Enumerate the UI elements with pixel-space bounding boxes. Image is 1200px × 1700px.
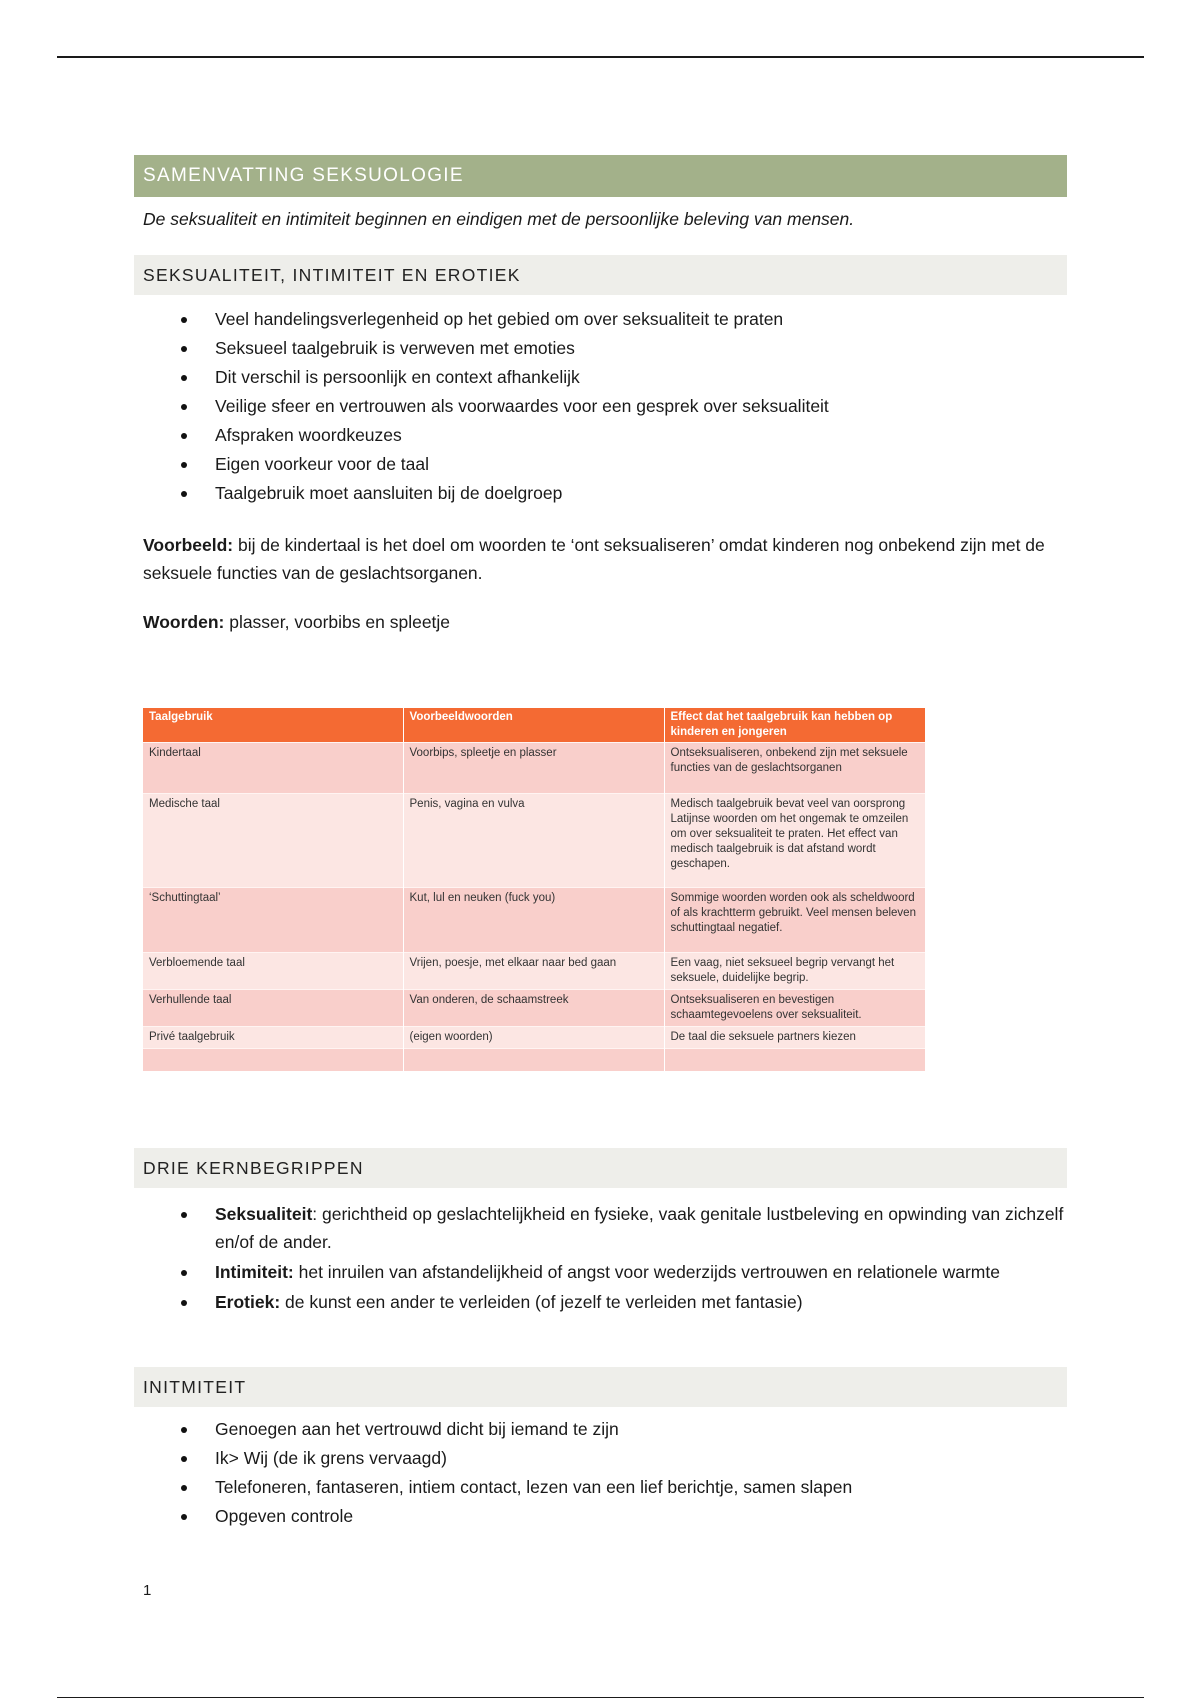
list-item: Ik> Wij (de ik grens vervaagd) bbox=[134, 1444, 1064, 1473]
table-cell bbox=[664, 1049, 925, 1071]
term-label: Erotiek: bbox=[215, 1292, 281, 1312]
table-header-cell: Effect dat het taalgebruik kan hebben op kinderen en jongeren bbox=[664, 708, 925, 743]
table-cell: Van onderen, de schaamstreek bbox=[403, 990, 664, 1027]
list-item: Dit verschil is persoonlijk en context afhankelijk bbox=[134, 363, 1064, 392]
list-item: Opgeven controle bbox=[134, 1502, 1064, 1531]
table-cell: Sommige woorden worden ook als scheldwoord of als krachtterm gebruikt. Veel mensen beleven schuttingtaal negatief. bbox=[664, 888, 925, 953]
table-cell: Privé taalgebruik bbox=[143, 1027, 403, 1049]
table-cell bbox=[403, 1049, 664, 1071]
bullet-list-initmiteit bbox=[134, 1415, 1064, 1531]
table-row bbox=[143, 794, 925, 888]
table-cell: Medische taal bbox=[143, 794, 403, 888]
bullet-list-kernbegrippen bbox=[134, 1200, 1064, 1318]
footer-rule bbox=[57, 1697, 1144, 1698]
table-cell: ‘Schuttingtaal’ bbox=[143, 888, 403, 953]
words-label: Woorden: bbox=[143, 612, 225, 632]
table-cell: Verbloemende taal bbox=[143, 953, 403, 990]
term-label: Seksualiteit bbox=[215, 1204, 313, 1224]
table-cell: Kut, lul en neuken (fuck you) bbox=[403, 888, 664, 953]
table-cell: Verhullende taal bbox=[143, 990, 403, 1027]
term-text: : gerichtheid op geslachtelijkheid en fysieke, vaak genitale lustbeleving en opwinding van zichzelf en/of de ander. bbox=[215, 1204, 1064, 1252]
words-paragraph bbox=[143, 608, 1068, 636]
table-cell: Penis, vagina en vulva bbox=[403, 794, 664, 888]
list-item bbox=[134, 1200, 1064, 1256]
page-number: 1 bbox=[143, 1582, 152, 1599]
table-cell: Voorbips, spleetje en plasser bbox=[403, 743, 664, 794]
document-subtitle: De seksualiteit en intimiteit beginnen en eindigen met de persoonlijke beleving van mensen. bbox=[143, 209, 855, 229]
list-item bbox=[134, 1258, 1064, 1286]
table-row bbox=[143, 990, 925, 1027]
term-label: Intimiteit: bbox=[215, 1262, 294, 1282]
bullet-list-seksualiteit bbox=[134, 305, 1064, 508]
table-cell: Vrijen, poesje, met elkaar naar bed gaan bbox=[403, 953, 664, 990]
list-item: Afspraken woordkeuzes bbox=[134, 421, 1064, 450]
example-label: Voorbeeld: bbox=[143, 535, 234, 555]
document-title: SAMENVATTING SEKSUOLOGIE bbox=[134, 155, 1067, 197]
table-cell: De taal die seksuele partners kiezen bbox=[664, 1027, 925, 1049]
list-item bbox=[134, 1288, 1064, 1316]
table-row bbox=[143, 1027, 925, 1049]
header-rule bbox=[57, 56, 1144, 58]
section-heading-kernbegrippen: DRIE KERNBEGRIPPEN bbox=[134, 1148, 1067, 1188]
table-cell bbox=[143, 1049, 403, 1071]
list-item: Taalgebruik moet aansluiten bij de doelgroep bbox=[134, 479, 1064, 508]
table-header-row bbox=[143, 708, 925, 743]
term-text: de kunst een ander te verleiden (of jezelf te verleiden met fantasie) bbox=[280, 1292, 803, 1312]
words-text: plasser, voorbibs en spleetje bbox=[224, 612, 451, 632]
example-text: bij de kindertaal is het doel om woorden te ‘ont seksualiseren’ omdat kinderen nog onbekend zijn met de seksuele functies van de geslachtsorganen. bbox=[143, 535, 1045, 583]
table-header-cell: Taalgebruik bbox=[143, 708, 403, 743]
list-item: Veel handelingsverlegenheid op het gebied om over seksualiteit te praten bbox=[134, 305, 1064, 334]
list-item: Veilige sfeer en vertrouwen als voorwaardes voor een gesprek over seksualiteit bbox=[134, 392, 1064, 421]
table-cell: Ontseksualiseren, onbekend zijn met seksuele functies van de geslachtsorganen bbox=[664, 743, 925, 794]
table-row bbox=[143, 743, 925, 794]
table-cell: Ontseksualiseren en bevestigen schaamtegevoelens over seksualiteit. bbox=[664, 990, 925, 1027]
table-header-cell: Voorbeeldwoorden bbox=[403, 708, 664, 743]
table-cell: Kindertaal bbox=[143, 743, 403, 794]
term-text: het inruilen van afstandelijkheid of angst voor wederzijds vertrouwen en relationele warmte bbox=[293, 1262, 1000, 1282]
table-cell: (eigen woorden) bbox=[403, 1027, 664, 1049]
list-item: Telefoneren, fantaseren, intiem contact, lezen van een lief berichtje, samen slapen bbox=[134, 1473, 1064, 1502]
table-row bbox=[143, 1049, 925, 1071]
table-row bbox=[143, 888, 925, 953]
section-heading-initmiteit: INITMITEIT bbox=[134, 1367, 1067, 1407]
list-item: Genoegen aan het vertrouwd dicht bij iemand te zijn bbox=[134, 1415, 1064, 1444]
table-cell: Een vaag, niet seksueel begrip vervangt het seksuele, duidelijke begrip. bbox=[664, 953, 925, 990]
example-paragraph bbox=[143, 531, 1068, 587]
section-heading-seksualiteit: SEKSUALITEIT, INTIMITEIT EN EROTIEK bbox=[134, 255, 1067, 295]
table-row bbox=[143, 953, 925, 990]
list-item: Eigen voorkeur voor de taal bbox=[134, 450, 1064, 479]
list-item: Seksueel taalgebruik is verweven met emoties bbox=[134, 334, 1064, 363]
table-cell: Medisch taalgebruik bevat veel van oorsprong Latijnse woorden om het ongemak te omzeilen om over seksualiteit te praten. Het effect van medisch taalgebruik is dat afstand wordt geschapen. bbox=[664, 794, 925, 888]
taalgebruik-table bbox=[143, 708, 925, 1071]
